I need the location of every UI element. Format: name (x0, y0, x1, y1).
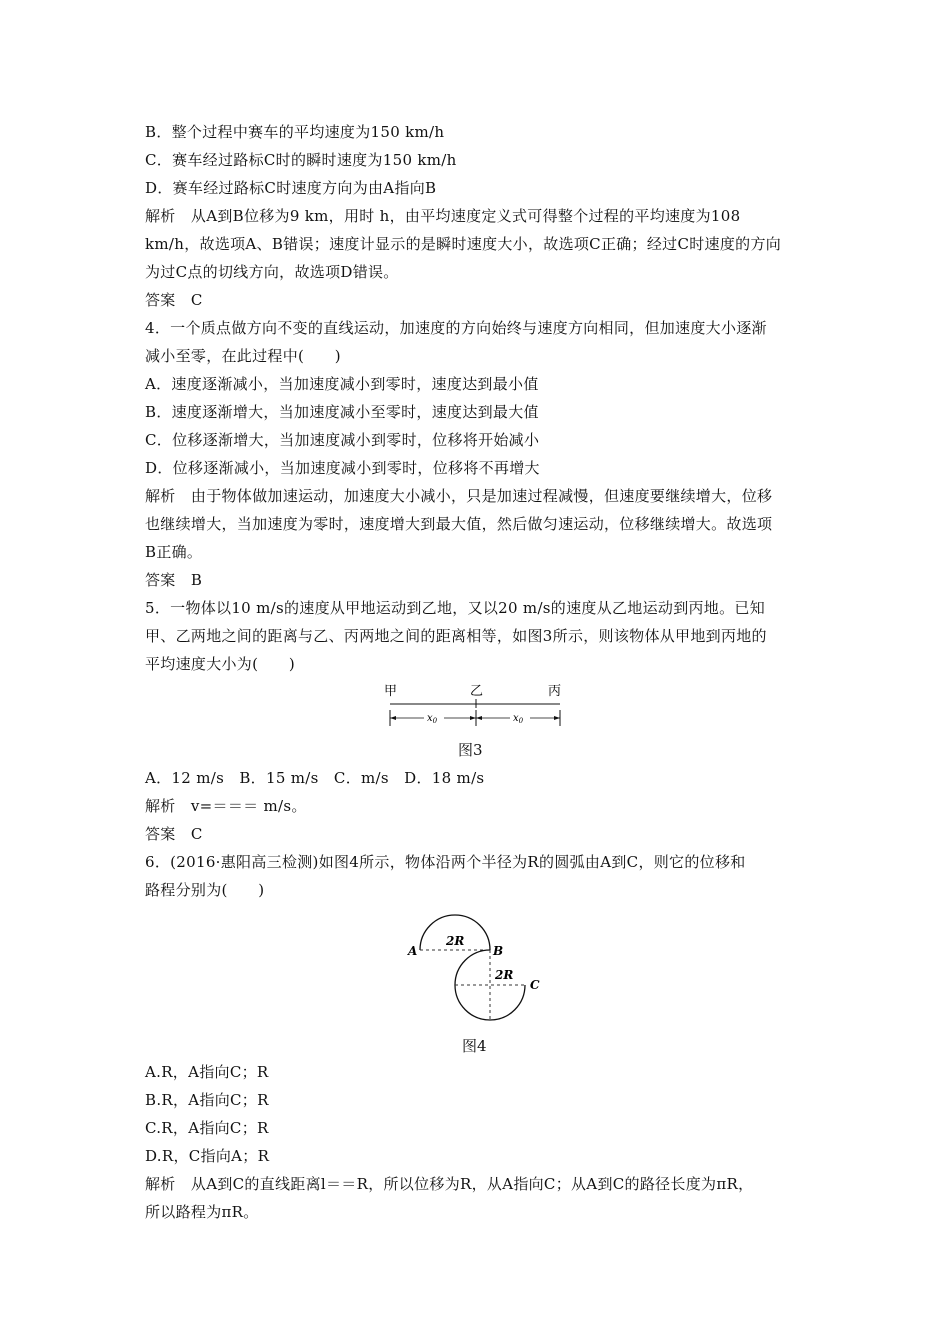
q3-option-c: C．赛车经过路标C时的瞬时速度为150 km/h (145, 151, 457, 169)
q4-analysis-line1: 解析 由于物体做加速运动，加速度大小减小，只是加速过程减慢，但速度要继续增大，位移 (145, 487, 773, 505)
q6-option-c: C.R，A指向C；R (145, 1119, 269, 1137)
q4-analysis-line3: B正确。 (145, 543, 203, 561)
q3-answer: 答案 C (145, 291, 203, 309)
q6-stem-line2: 路程分别为( ) (145, 881, 265, 899)
arrow-right-a (476, 716, 482, 720)
arrow-left-a (390, 716, 396, 720)
q4-option-a: A．速度逐渐减小，当加速度减小到零时，速度达到最小值 (145, 375, 539, 393)
label-a: A (408, 944, 418, 958)
figure-4-diagram (400, 905, 560, 1030)
q6-option-a: A.R，A指向C；R (145, 1063, 269, 1081)
label-bing: 丙 (548, 684, 562, 699)
label-2r-top: 2R (446, 934, 465, 948)
q3-analysis-line1: 解析 从A到B位移为9 km，用时 h，由平均速度定义式可得整个过程的平均速度为108 (145, 207, 741, 225)
q4-answer: 答案 B (145, 571, 203, 589)
q6-option-b: B.R，A指向C；R (145, 1091, 269, 1109)
q5-stem-line2: 甲、乙两地之间的距离与乙、丙两地之间的距离相等，如图3所示，则该物体从甲地到丙地的 (145, 627, 767, 645)
q3-option-b: B．整个过程中赛车的平均速度为150 km/h (145, 123, 445, 141)
figure-4-caption: 图4 (462, 1037, 487, 1055)
q5-analysis: 解析 v=＝＝＝ m/s。 (145, 797, 307, 815)
q3-option-d: D．赛车经过路标C时速度方向为由A指向B (145, 179, 437, 197)
lower-arc (455, 950, 525, 1020)
q3-analysis-line3: 为过C点的切线方向，故选项D错误。 (145, 263, 399, 281)
q5-answer: 答案 C (145, 825, 203, 843)
q4-option-b: B．速度逐渐增大，当加速度减小至零时，速度达到最大值 (145, 403, 539, 421)
q4-analysis-line2: 也继续增大，当加速度为零时，速度增大到最大值，然后做匀速运动，位移继续增大。故选项 (145, 515, 773, 533)
q6-stem-line1: 6．(2016·惠阳高三检测)如图4所示，物体沿两个半径为R的圆弧由A到C，则它的位移和 (145, 853, 746, 871)
label-c: C (530, 978, 540, 992)
seg-label-2: $x_0$ (513, 713, 524, 725)
q6-analysis-line1: 解析 从A到C的直线距离l＝＝R，所以位移为R，从A指向C；从A到C的路径长度为πR， (145, 1175, 754, 1193)
arrow-left-b (470, 716, 476, 720)
q5-stem-line1: 5．一物体以10 m/s的速度从甲地运动到乙地，又以20 m/s的速度从乙地运动到丙地。已知 (145, 599, 766, 617)
q4-option-c: C．位移逐渐增大，当加速度减小到零时，位移将开始减小 (145, 431, 540, 449)
label-2r-side: 2R (495, 968, 514, 982)
q3-analysis-line2: km/h，故选项A、B错误；速度计显示的是瞬时速度大小，故选项C正确；经过C时速度的方向 (145, 235, 782, 253)
q4-option-d: D．位移逐渐减小，当加速度减小到零时，位移将不再增大 (145, 459, 540, 477)
label-b: B (493, 944, 504, 958)
label-yi: 乙 (470, 684, 484, 699)
q5-options: A．12 m/s B．15 m/s C．m/s D．18 m/s (145, 769, 485, 787)
q5-stem-line3: 平均速度大小为( ) (145, 655, 296, 673)
q4-stem-line1: 4．一个质点做方向不变的直线运动，加速度的方向始终与速度方向相同，但加速度大小逐渐 (145, 319, 767, 337)
figure-3-caption: 图3 (458, 741, 483, 759)
arrow-right-b (554, 716, 560, 720)
q6-analysis-line2: 所以路程为πR。 (145, 1203, 259, 1221)
seg-label-1: $x_0$ (427, 713, 438, 725)
q4-stem-line2: 减小至零，在此过程中( ) (145, 347, 341, 365)
q6-option-d: D.R，C指向A；R (145, 1147, 270, 1165)
label-jia: 甲 (384, 684, 398, 699)
figure-3-diagram (380, 680, 575, 730)
